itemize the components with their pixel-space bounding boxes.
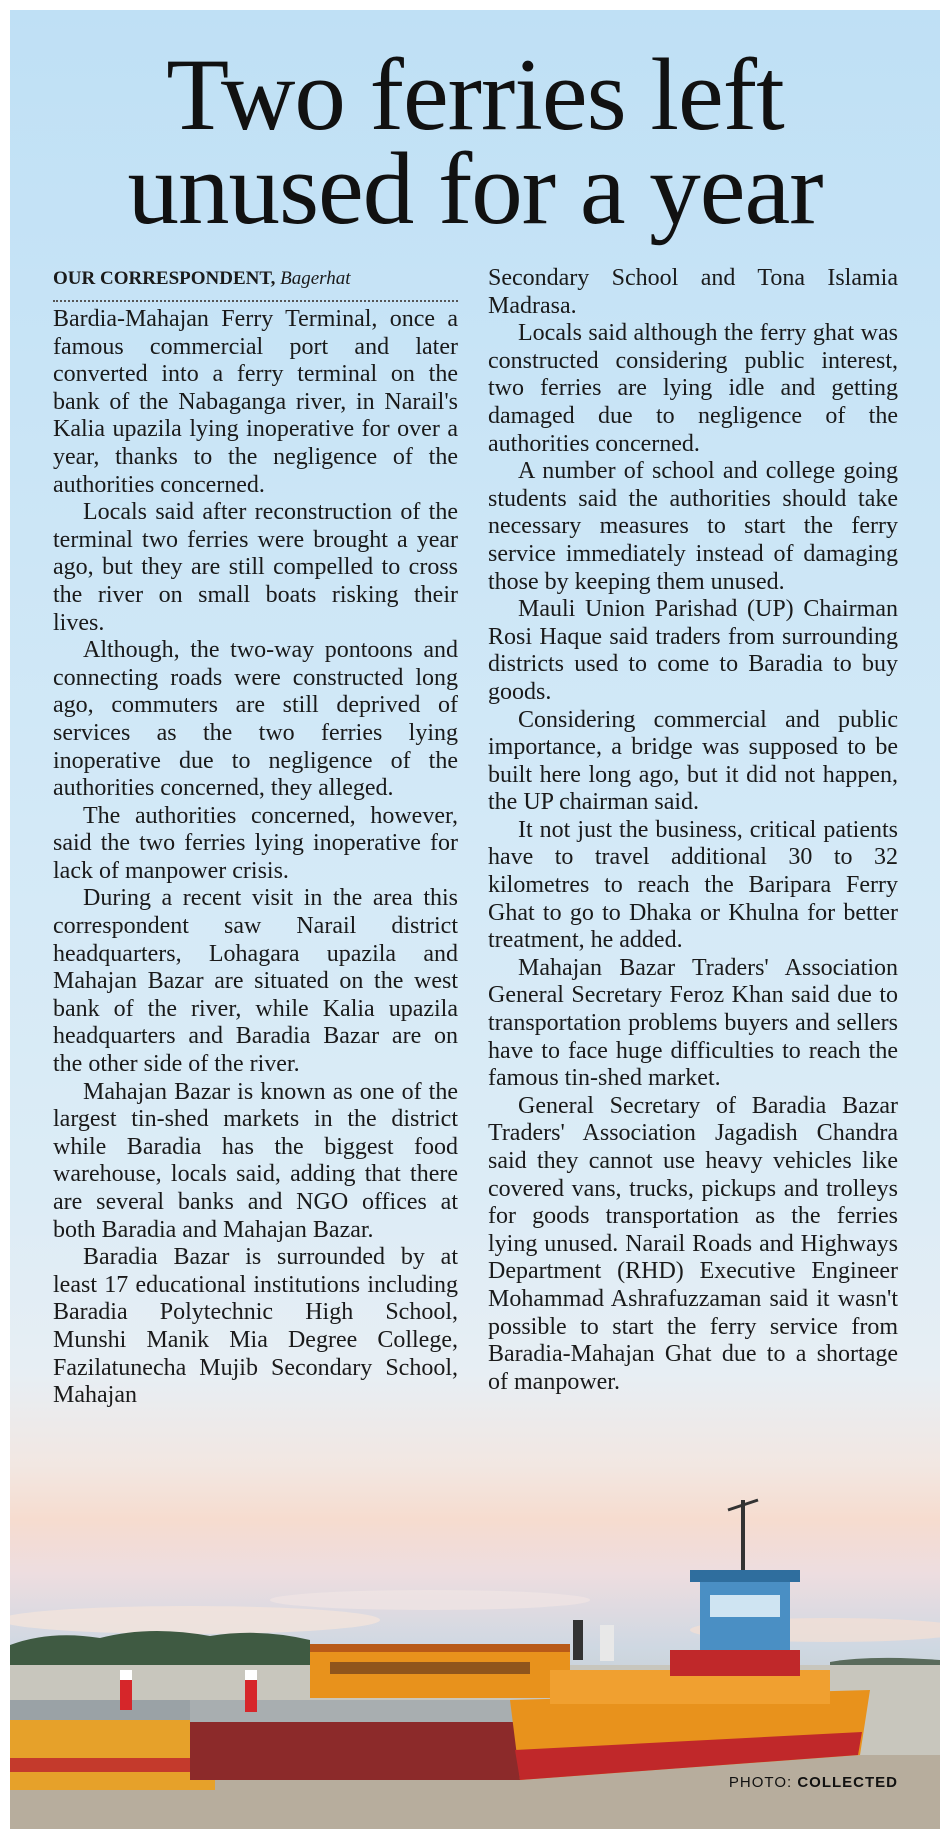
person bbox=[573, 1620, 583, 1660]
pontoon-body bbox=[190, 1720, 520, 1780]
paragraph: Secondary School and Tona Islamia Madrasa. bbox=[488, 265, 898, 319]
paragraph: Mahajan Bazar is known as one of the largest tin-shed markets in the district while Baradia has the biggest food warehouse, locals said, adding that there are several banks and NGO offices at both Baradia and Mahajan Bazar. bbox=[53, 1078, 458, 1243]
paragraph: Locals said although the ferry ghat was constructed considering public interest, two ferries are lying idle and getting damaged due to negligence of the authorities concerned. bbox=[488, 320, 898, 457]
byline-divider bbox=[53, 300, 458, 302]
column-left bbox=[53, 306, 458, 1410]
paragraph: Mahajan Bazar Traders' Association General Secretary Feroz Khan said due to transportation problems buyers and sellers have to face huge difficulties to reach the famous tin-shed market. bbox=[488, 954, 898, 1092]
paragraph: Locals said after reconstruction of the terminal two ferries were brought a year ago, but they are still compelled to cross the river on small boats risking their lives. bbox=[53, 499, 458, 636]
pontoon-stripe bbox=[10, 1758, 215, 1772]
pontoon-top bbox=[190, 1700, 520, 1722]
pontoon bbox=[10, 1715, 215, 1790]
ferry-back-windows bbox=[330, 1662, 530, 1674]
paragraph: Considering commercial and public importance, a bridge was supposed to be built here long ago, but it did not happen, the UP chairman said. bbox=[488, 706, 898, 816]
wheelhouse-window bbox=[710, 1595, 780, 1617]
post bbox=[245, 1670, 257, 1680]
paragraph: During a recent visit in the area this correspondent saw Narail district headquarters, Lohagara upazila and Mahajan Bazar are situated on the west bank of the river, while Kalia upazila headquarters and Baradia Bazar are on the other side of the river. bbox=[53, 885, 458, 1078]
photo-credit-prefix: PHOTO: bbox=[728, 1774, 793, 1791]
person bbox=[600, 1625, 614, 1661]
post bbox=[120, 1670, 132, 1680]
paragraph: It not just the business, critical patients have to travel additional 30 to 32 kilometres to reach the Baripara Ferry Ghat to go to Dhaka or Khulna for better treatment, he added. bbox=[488, 816, 898, 954]
wheelhouse-base bbox=[670, 1650, 800, 1676]
headline bbox=[10, 38, 940, 246]
tree-line bbox=[10, 1631, 310, 1670]
headline-line-1: Two ferries left bbox=[166, 38, 784, 152]
paragraph: Baradia Bazar is surrounded by at least 17 educational institutions including Baradia Polytechnic High School, Munshi Manik Mia Degree College, Fazilatunecha Mujib Secondary School, Mahajan bbox=[53, 1244, 458, 1409]
headline-line-2: unused for a year bbox=[127, 132, 823, 246]
paragraph: Although, the two-way pontoons and connecting roads were constructed long ago, commuters are still deprived of services as the two ferries lying inoperative due to negligence of the authorities concerned, they alleged. bbox=[53, 637, 458, 802]
wheelhouse-roof bbox=[690, 1570, 800, 1582]
column-right bbox=[488, 265, 898, 1396]
photo-credit bbox=[729, 1774, 898, 1791]
ferry-back-roof bbox=[310, 1644, 570, 1652]
byline-name: OUR CORRESPONDENT, bbox=[53, 268, 276, 289]
photo-credit-name: COLLECTED bbox=[797, 1774, 898, 1791]
cloud bbox=[270, 1590, 590, 1610]
byline-place: Bagerhat bbox=[280, 268, 351, 289]
news-clipping bbox=[10, 10, 940, 1829]
cloud bbox=[10, 1606, 380, 1634]
byline bbox=[53, 268, 458, 290]
paragraph: The authorities concerned, however, said the two ferries lying inoperative for lack of manpower crisis. bbox=[53, 802, 458, 884]
paragraph: Bardia-Mahajan Ferry Terminal, once a famous commercial port and later converted into a ferry terminal on the bank of the Nabaganga river, in Narail's Kalia upazila lying inoperative for over a year, thanks to the negligence of the authorities concerned. bbox=[53, 306, 458, 498]
paragraph: Mauli Union Parishad (UP) Chairman Rosi Haque said traders from surrounding districts used to come to Baradia to buy goods. bbox=[488, 596, 898, 705]
paragraph: A number of school and college going students said the authorities should take necessary measures to start the ferry service immediately instead of damaging those by keeping them unused. bbox=[488, 458, 898, 595]
paragraph: General Secretary of Baradia Bazar Traders' Association Jagadish Chandra said they cannot use heavy vehicles like covered vans, trucks, pickups and trolleys for goods transportation as the ferries lying unused. Narail Roads and Highways Department (RHD) Executive Engineer Mohammad Ashrafuzzaman said it wasn't possible to start the ferry service from Baradia-Mahajan Ghat due to a shortage of manpower. bbox=[488, 1092, 898, 1395]
